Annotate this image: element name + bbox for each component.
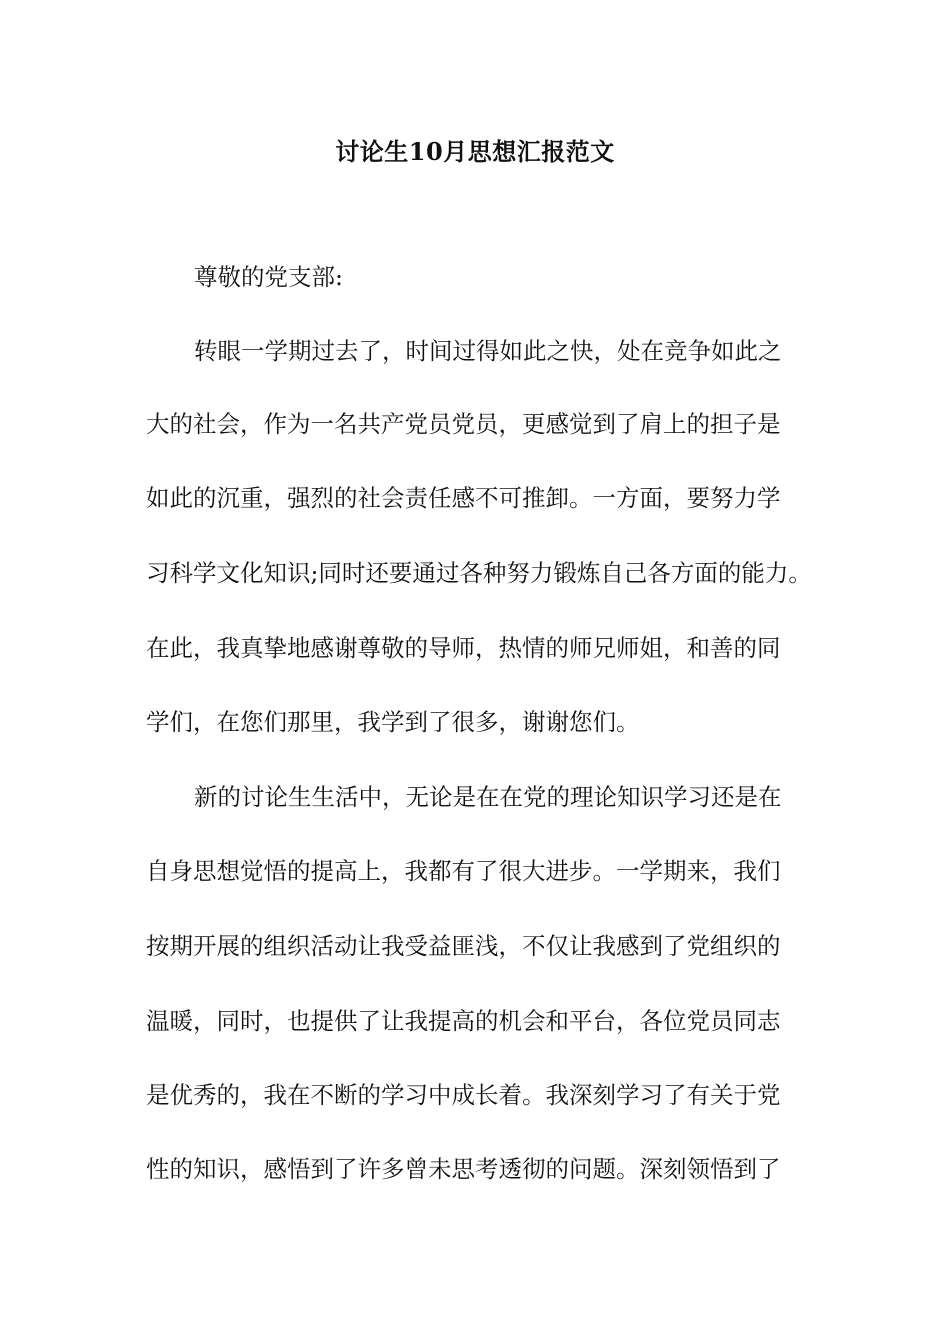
paragraph-line: 性的知识，感悟到了许多曾未思考透彻的问题。深刻领悟到了: [146, 1155, 781, 1183]
paragraph-line: 自身思想觉悟的提高上，我都有了很大进步。一学期来，我们: [146, 857, 781, 885]
paragraph-line: 新的讨论生生活中，无论是在在党的理论知识学习还是在: [194, 783, 782, 811]
paragraph-line: 在此，我真挚地感谢尊敬的导师，热情的师兄师姐，和善的同: [146, 634, 781, 662]
paragraph-line: 如此的沉重，强烈的社会责任感不可推卸。一方面，要努力学: [146, 484, 781, 512]
paragraph-line: 是优秀的，我在不断的学习中成长着。我深刻学习了有关于党: [146, 1081, 781, 1109]
paragraph-line: 温暖，同时，也提供了让我提高的机会和平台，各位党员同志: [146, 1007, 781, 1035]
paragraph-line: 学们，在您们那里，我学到了很多，谢谢您们。: [146, 708, 640, 736]
paragraph-line: 转眼一学期过去了，时间过得如此之快，处在竞争如此之: [194, 337, 782, 365]
paragraph-line: 习科学文化知识;同时还要通过各种努力锻炼自己各方面的能力。: [146, 559, 812, 587]
salutation: 尊敬的党支部:: [194, 263, 343, 291]
paragraph-line: 按期开展的组织活动让我受益匪浅，不仅让我感到了党组织的: [146, 932, 781, 960]
document-title: 讨论生10月思想汇报范文: [335, 137, 615, 166]
paragraph-line: 大的社会，作为一名共产党员党员，更感觉到了肩上的担子是: [146, 410, 781, 438]
